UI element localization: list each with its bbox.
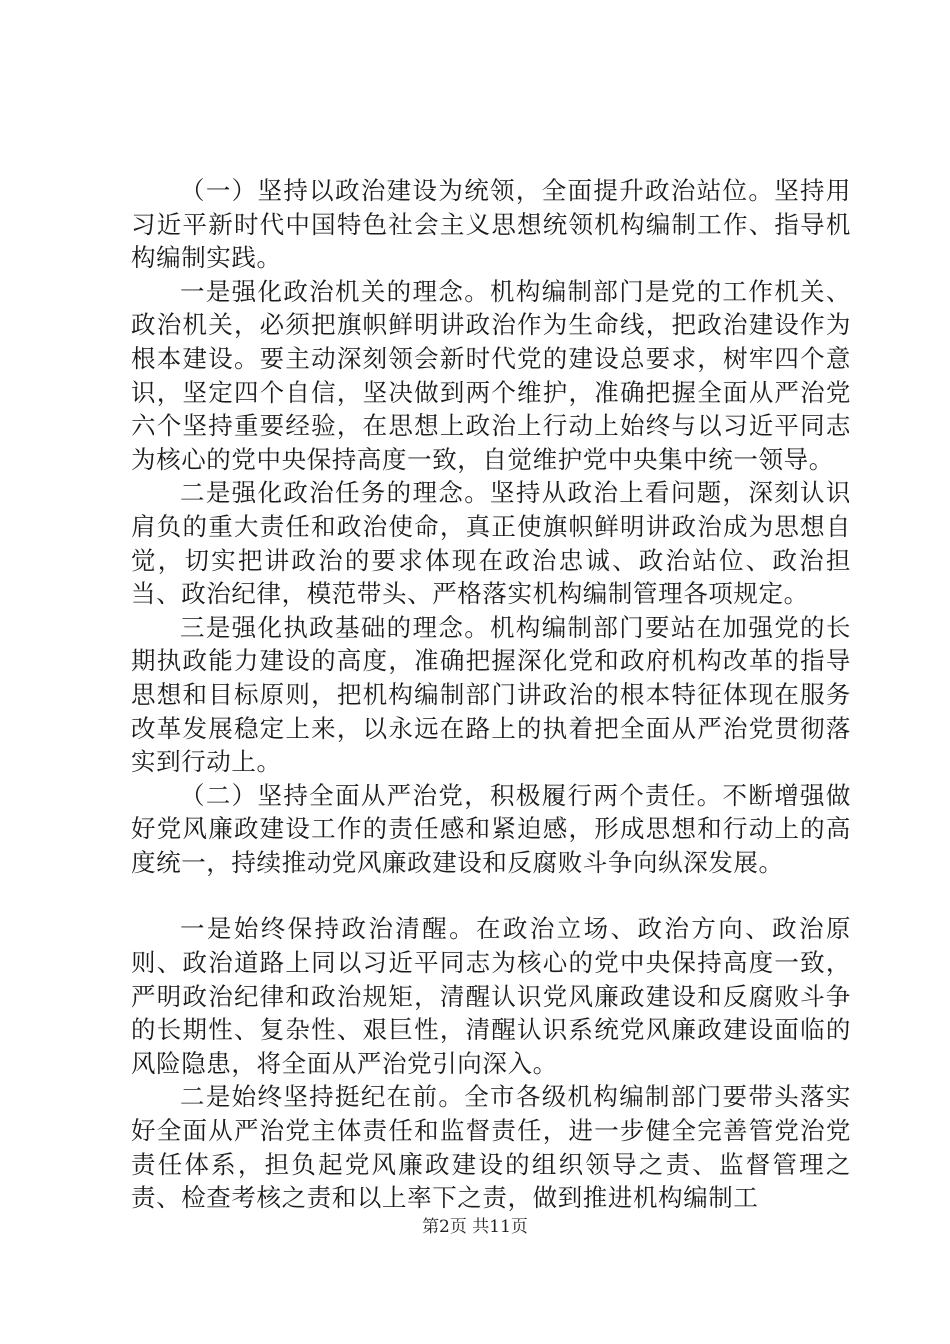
document-body (131, 174, 851, 1215)
page-number-footer: 第2页 共11页 (422, 1217, 528, 1237)
paragraph-political-task: 二是强化政治任务的理念。坚持从政治上看问题，深刻认识肩负的重大责任和政治使命，真正使旗帜鲜明讲政治成为思想自觉，切实把讲政治的要求体现在政治忠诚、政治站位、政治担当、政治纪律，模范带头、严格落实机构编制管理各项规定。 (131, 478, 851, 609)
paragraph-section-one-heading: （一）坚持以政治建设为统领，全面提升政治站位。坚持用习近平新时代中国特色社会主义思想统领机构编制工作、指导机构编制实践。 (131, 176, 851, 273)
paragraph-governing-foundation: 三是强化执政基础的理念。机构编制部门要站在加强党的长期执政能力建设的高度，准确把握深化党和政府机构改革的指导思想和目标原则，把机构编制部门讲政治的根本特征体现在服务改革发展稳定上来，以永远在路上的执着把全面从严治党贯彻落实到行动上。 (131, 612, 851, 777)
paragraph-discipline-first: 二是始终坚持挺纪在前。全市各级机构编制部门要带头落实好全面从严治党主体责任和监督责任，进一步健全完善管党治党责任体系，担负起党风廉政建设的组织领导之责、监督管理之责、检查考核之责和以上率下之责，做到推进机构编制工 (131, 1082, 851, 1213)
paragraph-political-organ: 一是强化政治机关的理念。机构编制部门是党的工作机关、政治机关，必须把旗帜鲜明讲政治作为生命线，把政治建设作为根本建设。要主动深刻领会新时代党的建设总要求，树牢四个意识，坚定四个自信，坚决做到两个维护，准确把握全面从严治党六个坚持重要经验，在思想上政治上行动上始终与以习近平同志为核心的党中央保持高度一致，自觉维护党中央集中统一领导。 (131, 276, 851, 474)
paragraph-political-sobriety: 一是始终保持政治清醒。在政治立场、政治方向、政治原则、政治道路上同以习近平同志为核心的党中央保持高度一致，严明政治纪律和政治规矩，清醒认识党风廉政建设和反腐败斗争的长期性、复杂性、艰巨性，清醒认识系统党风廉政建设面临的风险隐患，将全面从严治党引向深入。 (131, 914, 851, 1078)
paragraph-section-two-heading: （二）坚持全面从严治党，积极履行两个责任。不断增强做好党风廉政建设工作的责任感和紧迫感，形成思想和行动上的高度统一，持续推动党风廉政建设和反腐败斗争向纵深发展。 (131, 780, 851, 877)
